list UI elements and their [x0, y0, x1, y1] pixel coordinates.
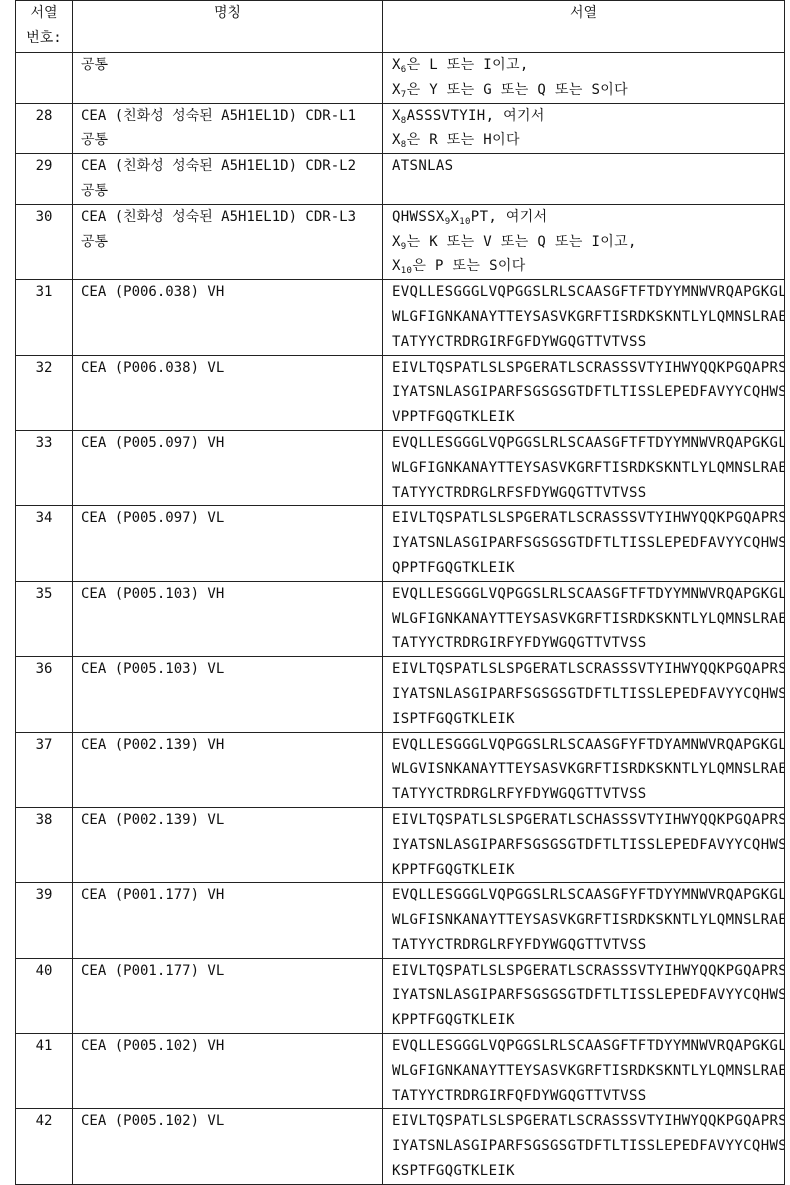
sequence-line	[392, 531, 784, 556]
name-cell	[73, 103, 383, 154]
sequence-line	[392, 757, 784, 782]
table-row	[16, 103, 785, 154]
sequence-text: TATYYCTRDRGIRFGFDYWGQGTTVTVSS	[392, 334, 647, 350]
table-row	[16, 883, 785, 958]
name-cell	[73, 154, 383, 205]
name-line: CEA (친화성 성숙된 A5H1EL1D) CDR-L3	[81, 205, 382, 230]
sequence-text: EVQLLESGGGLVQPGGSLRLSCAASGFTFTDYYMNWVRQAPGKGLE	[392, 586, 785, 602]
sequence-text: PT, 여기서	[471, 209, 548, 225]
sequence-line	[392, 808, 784, 833]
sequence-line	[392, 556, 784, 581]
sequence-line	[392, 330, 784, 355]
sequence-line	[392, 858, 784, 883]
sequence-text: EIVLTQSPATLSLSPGERATLSCRASSSVTYIHWYQQKPGQAPRSW	[392, 1113, 785, 1129]
table-row	[16, 581, 785, 656]
sequence-text: 는 K 또는 V 또는 Q 또는 I이고,	[407, 234, 637, 250]
sequence-line	[392, 733, 784, 758]
sequence-text: EVQLLESGGGLVQPGGSLRLSCAASGFYFTDYAMNWVRQAPGKGLE	[392, 737, 785, 753]
name-line: CEA (P001.177) VH	[81, 883, 382, 908]
table-row	[16, 506, 785, 581]
name-line: 공통	[81, 128, 382, 153]
sequence-text: EVQLLESGGGLVQPGGSLRLSCAASGFTFTDYYMNWVRQAPGKGLE	[392, 284, 785, 300]
sequence-text: X	[450, 209, 459, 225]
header-name: 명칭	[73, 1, 383, 53]
name-cell	[73, 280, 383, 355]
name-line: CEA (P005.102) VL	[81, 1109, 382, 1134]
table-row	[16, 958, 785, 1033]
sequence-text: TATYYCTRDRGLRFYFDYWGQGTTVTVSS	[392, 937, 647, 953]
sequence-line	[392, 933, 784, 958]
seq-no-cell: 40	[16, 958, 73, 1033]
sequence-cell	[383, 103, 785, 154]
sequence-line	[392, 53, 784, 78]
subscript: 8	[401, 116, 407, 126]
seq-no-cell: 36	[16, 657, 73, 732]
sequence-text: X	[392, 132, 401, 148]
table-row	[16, 1109, 785, 1184]
sequence-cell	[383, 958, 785, 1033]
sequence-text: WLGFIGNKANAYTTEYSASVKGRFTISRDKSKNTLYLQMNSLRAED	[392, 611, 785, 627]
header-seq-no	[16, 1, 73, 53]
name-cell	[73, 958, 383, 1033]
name-line: CEA (P005.103) VL	[81, 657, 382, 682]
seq-no-cell: 29	[16, 154, 73, 205]
sequence-line	[392, 631, 784, 656]
sequence-text: VPPTFGQGTKLEIK	[392, 409, 515, 425]
seq-no-cell: 38	[16, 807, 73, 882]
sequence-text: WLGFISNKANAYTTEYSASVKGRFTISRDKSKNTLYLQMNSLRAED	[392, 912, 785, 928]
sequence-text: 은 L 또는 I이고,	[407, 57, 529, 73]
sequence-text: 은 P 또는 S이다	[412, 258, 525, 274]
sequence-line	[392, 682, 784, 707]
sequence-line	[392, 782, 784, 807]
name-line: CEA (P005.102) VH	[81, 1034, 382, 1059]
subscript: 9	[445, 217, 451, 227]
name-line: CEA (P002.139) VL	[81, 808, 382, 833]
name-line: 공통	[81, 53, 382, 78]
sequence-text: KSPTFGQGTKLEIK	[392, 1163, 515, 1179]
sequence-text: EVQLLESGGGLVQPGGSLRLSCAASGFTFTDYYMNWVRQAPGKGLE	[392, 1038, 785, 1054]
sequence-text: 은 Y 또는 G 또는 Q 또는 S이다	[407, 82, 628, 98]
name-cell	[73, 506, 383, 581]
sequence-cell	[383, 204, 785, 279]
sequence-cell	[383, 430, 785, 505]
seq-no-cell: 31	[16, 280, 73, 355]
seq-no-cell: 35	[16, 581, 73, 656]
sequence-text: EVQLLESGGGLVQPGGSLRLSCAASGFYFTDYYMNWVRQAPGKGLE	[392, 887, 785, 903]
name-line: CEA (P006.038) VH	[81, 280, 382, 305]
seq-no-cell: 41	[16, 1034, 73, 1109]
name-line: 공통	[81, 179, 382, 204]
sequence-cell	[383, 355, 785, 430]
sequence-text: WLGFIGNKANAYTTEYSASVKGRFTISRDKSKNTLYLQMNSLRAED	[392, 1063, 785, 1079]
sequence-cell	[383, 53, 785, 104]
sequence-text: QHWSSX	[392, 209, 445, 225]
sequence-line	[392, 405, 784, 430]
sequence-text: QPPTFGQGTKLEIK	[392, 560, 515, 576]
name-line: CEA (P005.097) VL	[81, 506, 382, 531]
sequence-line	[392, 657, 784, 682]
sequence-line	[392, 707, 784, 732]
sequence-cell	[383, 581, 785, 656]
sequence-line	[392, 883, 784, 908]
sequence-text: ATSNLAS	[392, 158, 453, 174]
sequence-text: IYATSNLASGIPARFSGSGSGTDFTLTISSLEPEDFAVYYCQHWSS	[392, 1138, 785, 1154]
name-cell	[73, 581, 383, 656]
sequence-line	[392, 205, 784, 230]
sequence-cell	[383, 506, 785, 581]
name-cell	[73, 732, 383, 807]
table-row	[16, 355, 785, 430]
sequence-cell	[383, 883, 785, 958]
name-cell	[73, 1034, 383, 1109]
sequence-line	[392, 230, 784, 255]
seq-no-cell: 37	[16, 732, 73, 807]
sequence-line	[392, 1109, 784, 1134]
subscript: 9	[401, 242, 407, 252]
sequence-line	[392, 506, 784, 531]
table-row	[16, 280, 785, 355]
name-cell	[73, 355, 383, 430]
table-row	[16, 732, 785, 807]
sequence-cell	[383, 732, 785, 807]
seq-no-cell	[16, 53, 73, 104]
name-cell	[73, 657, 383, 732]
subscript: 10	[459, 217, 471, 227]
sequence-text: X	[392, 57, 401, 73]
subscript: 10	[401, 266, 413, 276]
header-seq-no-line1: 서열	[16, 1, 72, 26]
name-cell	[73, 430, 383, 505]
sequence-cell	[383, 280, 785, 355]
seq-no-cell: 39	[16, 883, 73, 958]
sequence-text: WLGFIGNKANAYTTEYSASVKGRFTISRDKSKNTLYLQMNSLRAED	[392, 309, 785, 325]
sequence-text: TATYYCTRDRGIRFQFDYWGQGTTVTVSS	[392, 1088, 647, 1104]
sequence-line	[392, 78, 784, 103]
seq-no-cell: 30	[16, 204, 73, 279]
name-line: CEA (P002.139) VH	[81, 733, 382, 758]
sequence-line	[392, 456, 784, 481]
sequence-text: X	[392, 258, 401, 274]
name-cell	[73, 204, 383, 279]
sequence-cell	[383, 807, 785, 882]
sequence-line	[392, 481, 784, 506]
sequence-line	[392, 959, 784, 984]
sequence-text: X	[392, 234, 401, 250]
sequence-text: EIVLTQSPATLSLSPGERATLSCRASSSVTYIHWYQQKPGQAPRSW	[392, 360, 785, 376]
sequence-line	[392, 1034, 784, 1059]
sequence-text: 은 R 또는 H이다	[407, 132, 520, 148]
sequence-text: X	[392, 82, 401, 98]
name-cell	[73, 807, 383, 882]
sequence-text: KPPTFGQGTKLEIK	[392, 862, 515, 878]
table-row	[16, 657, 785, 732]
sequence-line	[392, 1134, 784, 1159]
sequence-line	[392, 356, 784, 381]
name-line: 공통	[81, 230, 382, 255]
name-cell	[73, 883, 383, 958]
sequence-line	[392, 431, 784, 456]
name-cell	[73, 53, 383, 104]
sequence-line	[392, 128, 784, 153]
sequence-line	[392, 1084, 784, 1109]
sequence-text: KPPTFGQGTKLEIK	[392, 1012, 515, 1028]
sequence-text: IYATSNLASGIPARFSGSGSGTDFTLTISSLEPEDFAVYYCQHWSS	[392, 384, 785, 400]
table-row	[16, 430, 785, 505]
sequence-line	[392, 380, 784, 405]
sequence-line	[392, 833, 784, 858]
sequence-line	[392, 1008, 784, 1033]
sequence-text: EVQLLESGGGLVQPGGSLRLSCAASGFTFTDYYMNWVRQAPGKGLE	[392, 435, 785, 451]
table-row	[16, 154, 785, 205]
table-row	[16, 807, 785, 882]
sequence-text: EIVLTQSPATLSLSPGERATLSCHASSSVTYIHWYQQKPGQAPRSW	[392, 812, 785, 828]
sequence-line	[392, 908, 784, 933]
sequence-line	[392, 254, 784, 279]
sequence-line	[392, 582, 784, 607]
sequence-text: IYATSNLASGIPARFSGSGSGTDFTLTISSLEPEDFAVYYCQHWSS	[392, 686, 785, 702]
name-line: CEA (P006.038) VL	[81, 356, 382, 381]
table-row	[16, 53, 785, 104]
seq-no-cell: 28	[16, 103, 73, 154]
sequence-line	[392, 983, 784, 1008]
name-line: CEA (P005.103) VH	[81, 582, 382, 607]
sequence-line	[392, 305, 784, 330]
table-row	[16, 204, 785, 279]
subscript: 8	[401, 140, 407, 150]
header-sequence: 서열	[383, 1, 785, 53]
sequence-text: IYATSNLASGIPARFSGSGSGTDFTLTISSLEPEDFAVYYCQHWSS	[392, 837, 785, 853]
sequence-text: IYATSNLASGIPARFSGSGSGTDFTLTISSLEPEDFAVYYCQHWSS	[392, 535, 785, 551]
sequence-text: X	[392, 108, 401, 124]
sequence-table	[15, 0, 785, 1185]
sequence-line	[392, 154, 784, 179]
sequence-text: ASSSVTYIH, 여기서	[407, 108, 545, 124]
sequence-text: TATYYCTRDRGLRFSFDYWGQGTTVTVSS	[392, 485, 647, 501]
sequence-line	[392, 1159, 784, 1184]
name-cell	[73, 1109, 383, 1184]
sequence-text: TATYYCTRDRGLRFYFDYWGQGTTVTVSS	[392, 786, 647, 802]
sequence-text: ISPTFGQGTKLEIK	[392, 711, 515, 727]
sequence-text: EIVLTQSPATLSLSPGERATLSCRASSSVTYIHWYQQKPGQAPRSW	[392, 510, 785, 526]
sequence-cell	[383, 154, 785, 205]
sequence-text: TATYYCTRDRGIRFYFDYWGQGTTVTVSS	[392, 635, 647, 651]
seq-no-cell: 34	[16, 506, 73, 581]
seq-no-cell: 33	[16, 430, 73, 505]
seq-no-cell: 32	[16, 355, 73, 430]
sequence-text: EIVLTQSPATLSLSPGERATLSCRASSSVTYIHWYQQKPGQAPRSW	[392, 661, 785, 677]
sequence-text: IYATSNLASGIPARFSGSGSGTDFTLTISSLEPEDFAVYYCQHWSS	[392, 987, 785, 1003]
name-line: CEA (P001.177) VL	[81, 959, 382, 984]
subscript: 7	[401, 90, 407, 100]
sequence-text: WLGVISNKANAYTTEYSASVKGRFTISRDKSKNTLYLQMNSLRAED	[392, 761, 785, 777]
name-line: CEA (P005.097) VH	[81, 431, 382, 456]
subscript: 6	[401, 65, 407, 75]
table-row	[16, 1034, 785, 1109]
sequence-text: EIVLTQSPATLSLSPGERATLSCRASSSVTYIHWYQQKPGQAPRSW	[392, 963, 785, 979]
sequence-line	[392, 607, 784, 632]
name-line: CEA (친화성 성숙된 A5H1EL1D) CDR-L2	[81, 154, 382, 179]
sequence-cell	[383, 1034, 785, 1109]
header-row	[16, 1, 785, 53]
sequence-line	[392, 104, 784, 129]
name-line: CEA (친화성 성숙된 A5H1EL1D) CDR-L1	[81, 104, 382, 129]
sequence-line	[392, 1059, 784, 1084]
sequence-cell	[383, 1109, 785, 1184]
header-seq-no-line2: 번호:	[16, 26, 72, 51]
sequence-line	[392, 280, 784, 305]
sequence-text: WLGFIGNKANAYTTEYSASVKGRFTISRDKSKNTLYLQMNSLRAED	[392, 460, 785, 476]
sequence-cell	[383, 657, 785, 732]
seq-no-cell: 42	[16, 1109, 73, 1184]
